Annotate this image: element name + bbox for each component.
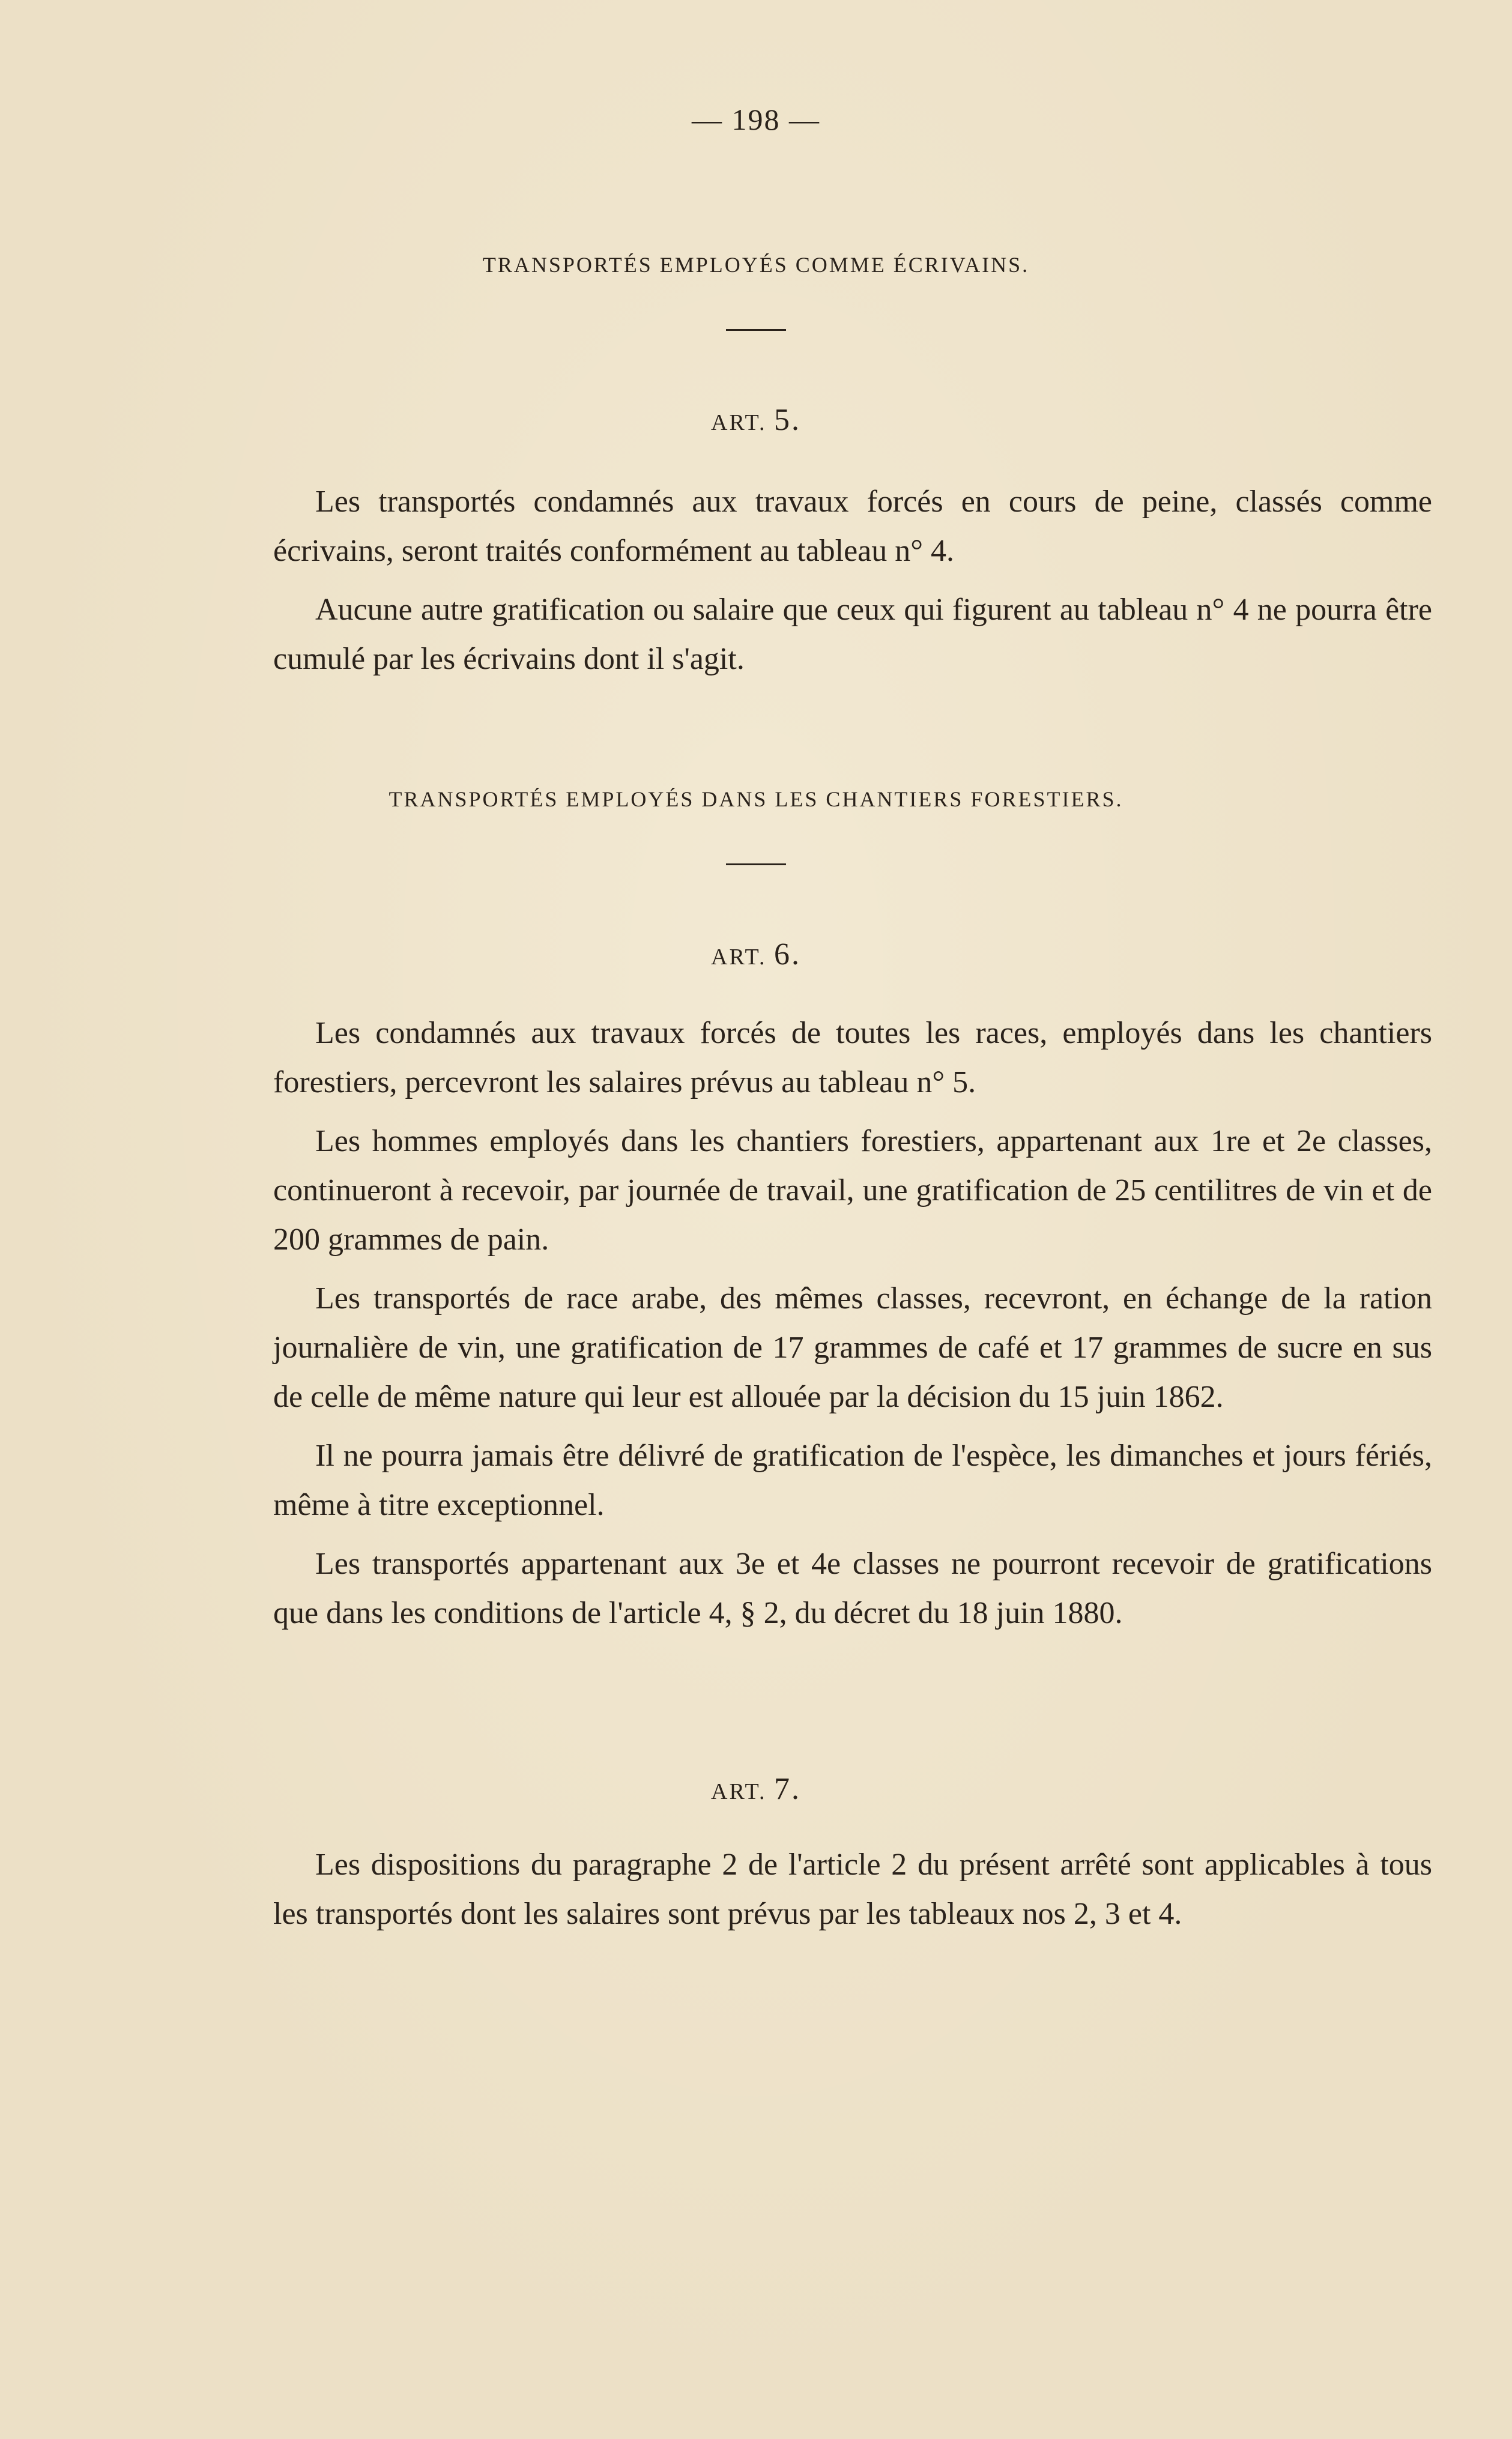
article-label-5 (0, 402, 1512, 438)
article-label-7 (0, 1771, 1512, 1807)
section-heading-chantiers-forestiers: TRANSPORTÉS EMPLOYÉS DANS LES CHANTIERS FORESTIERS. (389, 787, 1123, 811)
paragraph: Les dispositions du paragraphe 2 de l'article 2 du présent arrêté sont applicables à tous les transportés dont les salaires sont prévus par les tableaux nos 2, 3 et 4. (273, 1848, 1432, 1931)
paragraph: Les hommes employés dans les chantiers forestiers, appartenant aux 1re et 2e classes, continueront à recevoir, par journée de travail, une gratification de 25 centilitres de vin et de 200 grammes de pain. (273, 1124, 1432, 1257)
article-number: 7. (773, 1772, 801, 1806)
article-prefix: ART. (711, 1779, 767, 1804)
paragraph: Les transportés de race arabe, des mêmes classes, recevront, en échange de la ration journalière de vin, une gratification de 17 grammes de café et 17 grammes de sucre en sus de celle de même nature qui leur est allouée par la décision du 15 juin 1862. (273, 1281, 1432, 1414)
article-prefix: ART. (711, 410, 767, 435)
article-6-body (273, 1009, 1432, 1648)
article-number: 6. (773, 937, 801, 972)
paragraph: Aucune autre gratification ou salaire que ceux qui figurent au tableau n° 4 ne pourra être cumulé par les écrivains dont il s'agit. (273, 593, 1432, 676)
paragraph: Les transportés condamnés aux travaux forcés en cours de peine, classés comme écrivains, seront traités conformément au tableau n° 4. (273, 485, 1432, 568)
page-number: — 198 — (692, 103, 820, 136)
paragraph: Il ne pourra jamais être délivré de gratification de l'espèce, les dimanches et jours fériés, même à titre exceptionnel. (273, 1439, 1432, 1522)
article-prefix: ART. (711, 944, 767, 970)
paragraph: Les transportés appartenant aux 3e et 4e classes ne pourront recevoir de gratifications que dans les conditions de l'article 4, § 2, du décret du 18 juin 1880. (273, 1547, 1432, 1630)
section-divider (726, 863, 786, 865)
section-heading-ecrivains: TRANSPORTÉS EMPLOYÉS COMME ÉCRIVAINS. (482, 253, 1030, 277)
article-number: 5. (773, 403, 801, 437)
paragraph: Les condamnés aux travaux forcés de toutes les races, employés dans les chantiers forestiers, percevront les salaires prévus au tableau n° 5. (273, 1016, 1432, 1099)
article-label-6 (0, 937, 1512, 972)
article-5-body (273, 477, 1432, 694)
section-divider (726, 329, 786, 331)
article-7-body (273, 1840, 1432, 1948)
